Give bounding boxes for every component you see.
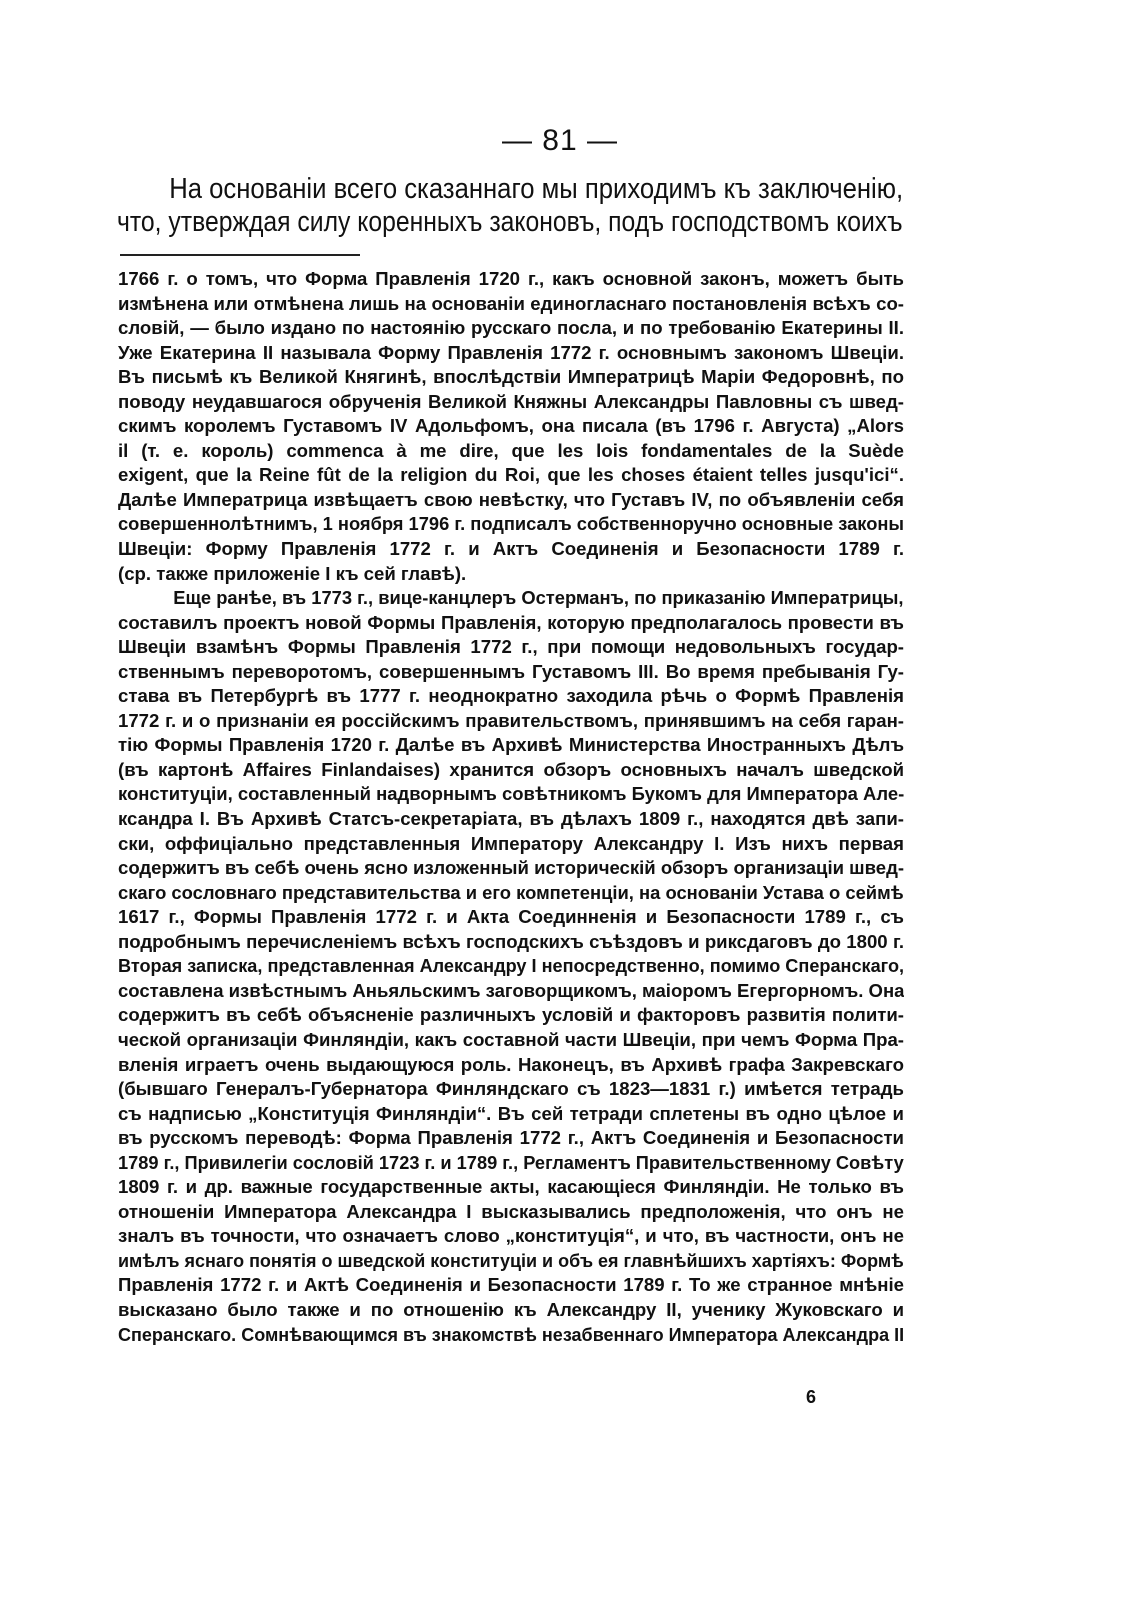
- footnote-line: съ надписью „Конституція Финляндіи“. Въ сей тетради сплетены въ одно цѣлое и: [118, 1102, 904, 1124]
- footnote-line: поводу неудавшагося обрученія Великой Княжны Александры Павловны съ швед-: [118, 390, 904, 412]
- footnote-line: (ср. также приложеніе I къ сей главѣ).: [118, 562, 467, 584]
- footnote: [118, 267, 904, 1347]
- footnote-line: il (т. е. король) commenca à me dire, que les lois fondamentales de la Suède: [118, 439, 904, 461]
- footnote-line: подробнымъ перечисленіемъ всѣхъ господскихъ съѣздовъ и риксдаговъ до 1800 г.: [118, 930, 904, 952]
- footnote-line: составлена извѣстнымъ Аньяльскимъ заговорщикомъ, маіоромъ Егергорномъ. Она: [118, 979, 905, 1001]
- footnote-line: Сперанскаго. Сомнѣвающимся въ знакомствѣ незабвеннаго Императора Александра II: [118, 1323, 905, 1345]
- footnote-line: Уже Екатерина II называла Форму Правленія 1772 г. основнымъ закономъ Швеціи.: [118, 341, 904, 363]
- footnote-line: 1789 г., Привилегіи сословій 1723 г. и 1789 г., Регламентъ Правительственному Совѣту: [118, 1151, 904, 1173]
- footnote-line: отношеніи Императора Александра I высказывались предположенія, что онъ не: [118, 1200, 904, 1222]
- footnote-line: 1772 г. и о признаніи ея россійскимъ правительствомъ, принявшимъ на себя гаран-: [118, 709, 904, 731]
- footnote-line: имѣлъ яснаго понятія о шведской конституціи и объ ея главнѣйшихъ хартіяхъ: Формѣ: [118, 1249, 904, 1271]
- footnote-line: вленія играетъ очень выдающуюся роль. Наконецъ, въ Архивѣ графа Закревскаго: [118, 1053, 904, 1075]
- footnote-line: 1617 г., Формы Правленія 1772 г. и Акта Соединненія и Безопасности 1789 г., съ: [118, 906, 904, 928]
- footnote-line: Далѣе Императрица извѣщаетъ свою невѣстку, что Густавъ IV, по объявленіи себя: [118, 488, 904, 510]
- footnote-line: составилъ проектъ новой Формы Правленія, которую предполагалось провести въ: [118, 611, 904, 633]
- footnote-line: ски, оффиціально представленныя Императору Александру I. Изъ нихъ первая: [118, 832, 904, 854]
- footnote-line: Швеціи: Форму Правленія 1772 г. и Актъ Соединенія и Безопасности 1789 г.: [118, 538, 904, 560]
- footnote-line: содержитъ въ себѣ очень ясно изложенный историческій обзоръ организаціи швед-: [118, 857, 905, 879]
- footnote-line: (бывшаго Генералъ-Губернатора Финляндскаго съ 1823—1831 г.) имѣется тетрадь: [118, 1078, 904, 1100]
- footnote-line: ственнымъ переворотомъ, совершеннымъ Густавомъ III. Во время пребыванія Гу-: [118, 660, 904, 682]
- footnote-line: ческой организаціи Финляндіи, какъ составной части Швеціи, при чемъ Форма Пра-: [118, 1028, 904, 1050]
- footnote-line: 1766 г. о томъ, что Форма Правленія 1720 г., какъ основной законъ, можетъ быть: [118, 268, 904, 289]
- footnote-line: (въ картонѣ Affaires Finlandaises) хранится обзоръ основныхъ началъ шведской: [118, 758, 904, 780]
- footnote-line: зналъ въ точности, что означаетъ слово „конституція“, и что, въ частности, онъ не: [118, 1225, 904, 1247]
- main-text-line: На основаніи всего сказаннаго мы приходимъ къ заключенію,: [169, 173, 903, 205]
- page-number: — 81 —: [501, 124, 619, 157]
- footnote-line: Вторая записка, представленная Александру I непосредственно, помимо Сперанскаго,: [118, 955, 905, 977]
- footnote-line: тію Формы Правленія 1720 г. Далѣе въ Архивѣ Министерства Иностранныхъ Дѣлъ: [118, 734, 904, 756]
- footnote-line: става въ Петербургѣ въ 1777 г. неоднократно заходила рѣчь о Формѣ Правленія: [118, 685, 904, 707]
- footnote-line: совершеннолѣтнимъ, 1 ноября 1796 г. подписалъ собственноручно основные законы: [118, 513, 904, 535]
- main-text: [117, 173, 903, 239]
- footnote-line: Въ письмѣ къ Великой Княгинѣ, впослѣдствіи Императрицѣ Маріи Федоровнѣ, по: [118, 366, 904, 388]
- footnote-line: измѣнена или отмѣнена лишь на основаніи единогласнаго постановленія всѣхъ со-: [118, 292, 904, 314]
- footnote-line: содержитъ въ себѣ объясненіе различныхъ условій и факторовъ развитія полити-: [118, 1004, 904, 1026]
- sheet-signature: 6: [806, 1387, 817, 1407]
- footnote-line: высказано было также и по отношенію къ Александру II, ученику Жуковскаго и: [118, 1298, 904, 1320]
- footnote-line: скаго сословнаго представительства и его компетенціи, на основаніи Устава о сеймѣ: [118, 881, 904, 903]
- footnote-line: Еще ранѣе, въ 1773 г., вице-канцлеръ Остерманъ, по приказанію Императрицы,: [173, 587, 904, 609]
- footnote-line: скимъ королемъ Густавомъ IV Адольфомъ, она писала (въ 1796 г. Августа) „Alors: [118, 415, 904, 437]
- footnote-line: конституціи, составленный надворнымъ совѣтникомъ Букомъ для Императора Але-: [118, 783, 904, 805]
- footnote-line: Правленія 1772 г. и Актѣ Соединенія и Безопасности 1789 г. То же странное мнѣніе: [118, 1274, 904, 1296]
- main-text-line: что, утверждая силу коренныхъ законовъ, подъ господствомъ коихъ: [117, 206, 903, 238]
- footnote-line: ксандра I. Въ Архивѣ Статсъ-секретаріата, въ дѣлахъ 1809 г., находятся двѣ запи-: [118, 808, 904, 830]
- footnote-line: словій, — было издано по настоянію русскаго посла, и по требованію Екатерины II.: [118, 317, 904, 339]
- footnote-divider: [120, 254, 360, 256]
- footnote-line: 1809 г. и др. важные государственные акты, касающіеся Финляндіи. Не только въ: [118, 1176, 904, 1198]
- footnote-line: Швеціи взамѣнъ Формы Правленія 1772 г., при помощи недовольныхъ государ-: [118, 636, 904, 658]
- footnote-line: exigent, que la Reine fût de la religion du Roi, que les choses étaient telles jusqu'ici“.: [118, 464, 904, 486]
- footnote-line: въ русскомъ переводѣ: Форма Правленія 1772 г., Актъ Соединенія и Безопасности: [118, 1127, 904, 1149]
